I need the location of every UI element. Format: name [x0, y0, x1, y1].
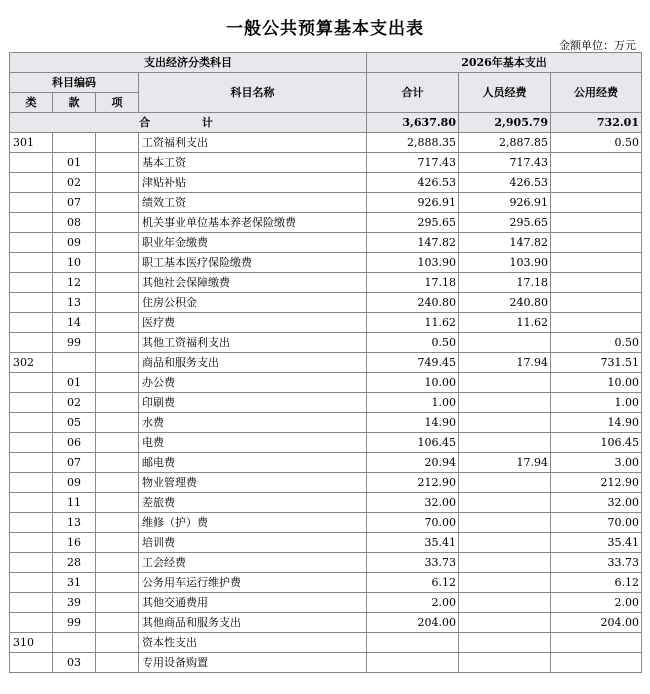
cell-personnel [459, 473, 551, 493]
table-row [10, 213, 642, 233]
table-row [10, 313, 642, 333]
cell-personnel [459, 493, 551, 513]
cell-personnel: 926.91 [459, 193, 551, 213]
cell-xiang [96, 613, 139, 633]
cell-total: 240.80 [367, 293, 459, 313]
table-row [10, 293, 642, 313]
cell-name: 物业管理费 [139, 473, 367, 493]
cell-name: 商品和服务支出 [139, 353, 367, 373]
cell-lei [10, 173, 53, 193]
cell-personnel: 147.82 [459, 233, 551, 253]
cell-lei [10, 513, 53, 533]
cell-name: 职业年金缴费 [139, 233, 367, 253]
cell-lei [10, 433, 53, 453]
cell-public [551, 633, 642, 653]
cell-name: 其他交通费用 [139, 593, 367, 613]
table-row [10, 633, 642, 653]
cell-total: 6.12 [367, 573, 459, 593]
cell-lei [10, 493, 53, 513]
cell-name: 公务用车运行维护费 [139, 573, 367, 593]
cell-xiang [96, 413, 139, 433]
cell-xiang [96, 293, 139, 313]
cell-kuan: 13 [53, 513, 96, 533]
cell-total: 70.00 [367, 513, 459, 533]
cell-total: 14.90 [367, 413, 459, 433]
cell-kuan: 14 [53, 313, 96, 333]
cell-total: 2.00 [367, 593, 459, 613]
cell-personnel: 17.94 [459, 353, 551, 373]
cell-name: 绩效工资 [139, 193, 367, 213]
cell-total: 11.62 [367, 313, 459, 333]
cell-public: 2.00 [551, 593, 642, 613]
table-row [10, 513, 642, 533]
cell-lei: 301 [10, 133, 53, 153]
table-row [10, 553, 642, 573]
cell-xiang [96, 533, 139, 553]
cell-total: 717.43 [367, 153, 459, 173]
cell-personnel: 426.53 [459, 173, 551, 193]
page-title: 一般公共预算基本支出表 [226, 19, 424, 39]
table-row [10, 173, 642, 193]
cell-personnel [459, 413, 551, 433]
cell-kuan: 05 [53, 413, 96, 433]
cell-lei [10, 253, 53, 273]
cell-total: 10.00 [367, 373, 459, 393]
cell-xiang [96, 353, 139, 373]
table-row [10, 133, 642, 153]
header-public: 公用经费 [551, 73, 642, 113]
cell-personnel [459, 433, 551, 453]
cell-total: 204.00 [367, 613, 459, 633]
cell-public [551, 153, 642, 173]
cell-lei [10, 653, 53, 673]
cell-kuan: 09 [53, 233, 96, 253]
cell-xiang [96, 133, 139, 153]
cell-public: 0.50 [551, 133, 642, 153]
cell-lei [10, 533, 53, 553]
table-row [10, 153, 642, 173]
cell-public [551, 193, 642, 213]
cell-personnel: 103.90 [459, 253, 551, 273]
cell-name: 职工基本医疗保险缴费 [139, 253, 367, 273]
cell-kuan: 02 [53, 393, 96, 413]
cell-lei [10, 193, 53, 213]
table-row [10, 353, 642, 373]
cell-name: 邮电费 [139, 453, 367, 473]
cell-public [551, 213, 642, 233]
cell-lei [10, 553, 53, 573]
table-row [10, 413, 642, 433]
header-kuan: 款 [53, 93, 96, 113]
table-row [10, 253, 642, 273]
cell-xiang [96, 633, 139, 653]
cell-lei [10, 293, 53, 313]
cell-xiang [96, 273, 139, 293]
cell-name: 培训费 [139, 533, 367, 553]
table-row [10, 433, 642, 453]
cell-total: 35.41 [367, 533, 459, 553]
cell-public [551, 273, 642, 293]
cell-total: 426.53 [367, 173, 459, 193]
cell-public: 33.73 [551, 553, 642, 573]
cell-kuan: 39 [53, 593, 96, 613]
table-row [10, 573, 642, 593]
cell-lei [10, 313, 53, 333]
header-year-budget: 2026年基本支出 [367, 53, 642, 73]
cell-personnel: 2,887.85 [459, 133, 551, 153]
cell-personnel [459, 593, 551, 613]
cell-name: 住房公积金 [139, 293, 367, 313]
cell-public: 70.00 [551, 513, 642, 533]
cell-lei [10, 233, 53, 253]
cell-public: 106.45 [551, 433, 642, 453]
cell-name: 其他社会保障缴费 [139, 273, 367, 293]
cell-xiang [96, 173, 139, 193]
cell-total: 295.65 [367, 213, 459, 233]
cell-total: 147.82 [367, 233, 459, 253]
cell-xiang [96, 593, 139, 613]
cell-lei [10, 473, 53, 493]
cell-kuan: 07 [53, 453, 96, 473]
table-row [10, 333, 642, 353]
cell-lei [10, 453, 53, 473]
cell-total: 103.90 [367, 253, 459, 273]
cell-kuan: 07 [53, 193, 96, 213]
cell-kuan: 03 [53, 653, 96, 673]
cell-lei [10, 413, 53, 433]
cell-personnel: 717.43 [459, 153, 551, 173]
cell-name: 资本性支出 [139, 633, 367, 653]
cell-total: 926.91 [367, 193, 459, 213]
cell-total: 2,888.35 [367, 133, 459, 153]
cell-personnel [459, 533, 551, 553]
cell-total: 17.18 [367, 273, 459, 293]
cell-total: 33.73 [367, 553, 459, 573]
cell-name: 其他工资福利支出 [139, 333, 367, 353]
cell-name: 办公费 [139, 373, 367, 393]
cell-public: 35.41 [551, 533, 642, 553]
cell-public [551, 253, 642, 273]
cell-name: 电费 [139, 433, 367, 453]
cell-lei: 310 [10, 633, 53, 653]
total-row [10, 113, 642, 133]
cell-lei [10, 593, 53, 613]
cell-lei [10, 273, 53, 293]
cell-name: 专用设备购置 [139, 653, 367, 673]
cell-lei: 302 [10, 353, 53, 373]
cell-xiang [96, 653, 139, 673]
cell-xiang [96, 573, 139, 593]
cell-public: 212.90 [551, 473, 642, 493]
table-row [10, 273, 642, 293]
cell-name: 印刷费 [139, 393, 367, 413]
cell-kuan [53, 133, 96, 153]
cell-personnel: 17.18 [459, 273, 551, 293]
cell-kuan: 11 [53, 493, 96, 513]
cell-lei [10, 573, 53, 593]
cell-kuan: 01 [53, 373, 96, 393]
cell-name: 机关事业单位基本养老保险缴费 [139, 213, 367, 233]
cell-public: 204.00 [551, 613, 642, 633]
cell-total [367, 633, 459, 653]
table-row [10, 193, 642, 213]
cell-lei [10, 213, 53, 233]
cell-public: 14.90 [551, 413, 642, 433]
cell-public [551, 313, 642, 333]
cell-lei [10, 153, 53, 173]
budget-table [9, 52, 642, 673]
cell-public: 10.00 [551, 373, 642, 393]
cell-personnel [459, 333, 551, 353]
cell-personnel: 11.62 [459, 313, 551, 333]
cell-public: 6.12 [551, 573, 642, 593]
cell-kuan [53, 353, 96, 373]
header-xiang: 项 [96, 93, 139, 113]
cell-name: 津贴补贴 [139, 173, 367, 193]
cell-kuan: 99 [53, 333, 96, 353]
cell-total: 749.45 [367, 353, 459, 373]
cell-xiang [96, 153, 139, 173]
cell-xiang [96, 253, 139, 273]
cell-kuan: 28 [53, 553, 96, 573]
total-label: 合 计 [10, 113, 367, 133]
total-personnel: 2,905.79 [459, 113, 551, 133]
cell-kuan: 01 [53, 153, 96, 173]
table-row [10, 453, 642, 473]
cell-public: 0.50 [551, 333, 642, 353]
cell-kuan: 09 [53, 473, 96, 493]
cell-lei [10, 333, 53, 353]
cell-kuan: 99 [53, 613, 96, 633]
cell-total: 32.00 [367, 493, 459, 513]
header-personnel: 人员经费 [459, 73, 551, 113]
cell-personnel [459, 633, 551, 653]
cell-personnel: 17.94 [459, 453, 551, 473]
cell-kuan: 06 [53, 433, 96, 453]
cell-public [551, 293, 642, 313]
cell-xiang [96, 373, 139, 393]
header-total: 合计 [367, 73, 459, 113]
cell-personnel [459, 513, 551, 533]
cell-xiang [96, 433, 139, 453]
cell-name: 其他商品和服务支出 [139, 613, 367, 633]
cell-kuan: 12 [53, 273, 96, 293]
cell-name: 差旅费 [139, 493, 367, 513]
unit-label: 金额单位：万元 [559, 39, 636, 52]
table-row [10, 473, 642, 493]
cell-public: 731.51 [551, 353, 642, 373]
header-subject-name: 科目名称 [139, 73, 367, 113]
table-row [10, 613, 642, 633]
cell-personnel [459, 573, 551, 593]
cell-public: 1.00 [551, 393, 642, 413]
cell-kuan: 08 [53, 213, 96, 233]
table-row [10, 393, 642, 413]
cell-xiang [96, 233, 139, 253]
cell-name: 工资福利支出 [139, 133, 367, 153]
cell-xiang [96, 213, 139, 233]
cell-kuan: 13 [53, 293, 96, 313]
cell-name: 维修（护）费 [139, 513, 367, 533]
cell-personnel [459, 613, 551, 633]
cell-personnel: 295.65 [459, 213, 551, 233]
cell-personnel [459, 553, 551, 573]
cell-xiang [96, 553, 139, 573]
cell-kuan: 16 [53, 533, 96, 553]
cell-lei [10, 373, 53, 393]
cell-name: 医疗费 [139, 313, 367, 333]
cell-total: 1.00 [367, 393, 459, 413]
cell-public [551, 233, 642, 253]
cell-public: 3.00 [551, 453, 642, 473]
total-public: 732.01 [551, 113, 642, 133]
table-row [10, 653, 642, 673]
table-row [10, 593, 642, 613]
table-row [10, 233, 642, 253]
cell-public: 32.00 [551, 493, 642, 513]
header-subject-code: 科目编码 [10, 73, 139, 93]
cell-kuan [53, 633, 96, 653]
cell-xiang [96, 473, 139, 493]
cell-xiang [96, 453, 139, 473]
cell-xiang [96, 393, 139, 413]
cell-personnel [459, 653, 551, 673]
cell-xiang [96, 313, 139, 333]
cell-total: 0.50 [367, 333, 459, 353]
cell-name: 基本工资 [139, 153, 367, 173]
cell-total: 212.90 [367, 473, 459, 493]
table-row [10, 493, 642, 513]
cell-personnel: 240.80 [459, 293, 551, 313]
cell-lei [10, 613, 53, 633]
table-row [10, 373, 642, 393]
cell-personnel [459, 393, 551, 413]
cell-name: 水费 [139, 413, 367, 433]
cell-lei [10, 393, 53, 413]
total-total: 3,637.80 [367, 113, 459, 133]
header-econ-class: 支出经济分类科目 [10, 53, 367, 73]
header-lei: 类 [10, 93, 53, 113]
table-row [10, 533, 642, 553]
cell-public [551, 653, 642, 673]
cell-xiang [96, 193, 139, 213]
cell-xiang [96, 513, 139, 533]
cell-total: 106.45 [367, 433, 459, 453]
cell-kuan: 10 [53, 253, 96, 273]
cell-kuan: 31 [53, 573, 96, 593]
cell-personnel [459, 373, 551, 393]
cell-kuan: 02 [53, 173, 96, 193]
cell-name: 工会经费 [139, 553, 367, 573]
cell-xiang [96, 493, 139, 513]
cell-total: 20.94 [367, 453, 459, 473]
cell-total [367, 653, 459, 673]
cell-xiang [96, 333, 139, 353]
cell-public [551, 173, 642, 193]
